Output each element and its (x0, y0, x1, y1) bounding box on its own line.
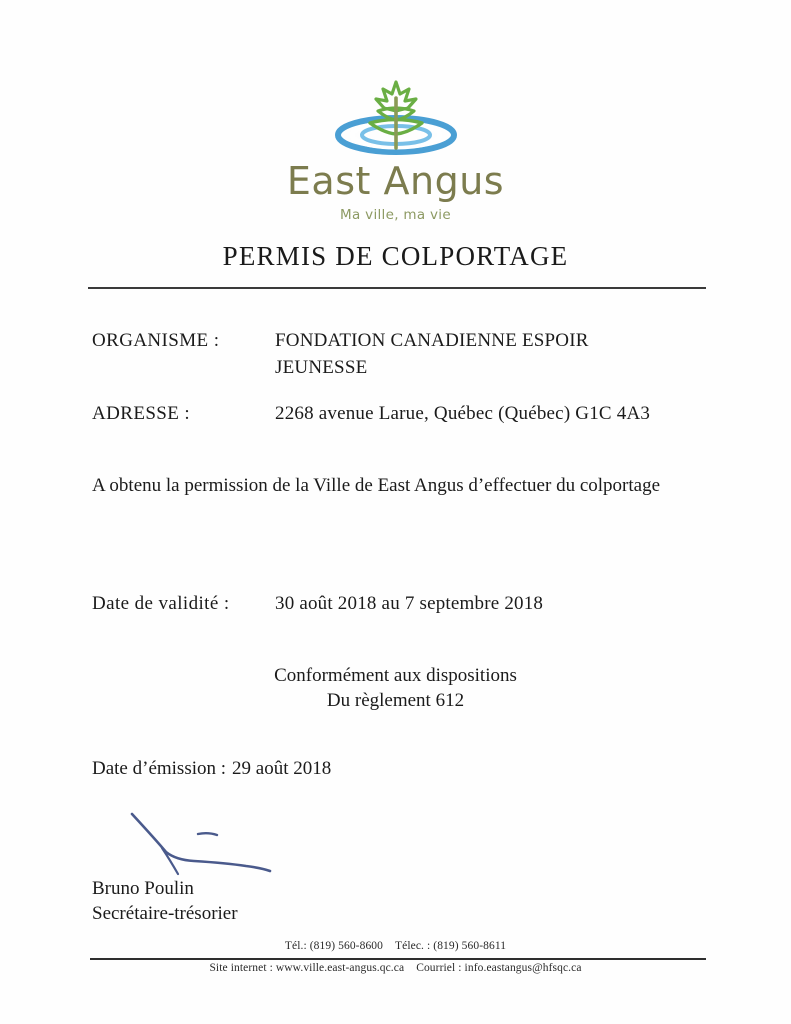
footer-phone: Tél.: (819) 560-8600 (284, 940, 384, 952)
footer-contact-line (0, 940, 791, 952)
validity-value: 30 août 2018 au 7 septembre 2018 (275, 593, 544, 614)
organisme-value-line2: JEUNESSE (275, 357, 368, 378)
handwritten-signature-icon (118, 808, 298, 880)
organisme-label: ORGANISME : (92, 330, 220, 351)
signer-role: Secrétaire-trésorier (92, 903, 238, 924)
municipality-logo (0, 78, 791, 223)
regulation-line2: Du règlement 612 (326, 690, 465, 711)
field-row-adresse (92, 400, 712, 427)
adresse-value: 2268 avenue Larue, Québec (Québec) G1C 4A3 (275, 403, 651, 424)
issue-date-label: Date d’émission : (92, 758, 227, 779)
field-row-validity (92, 590, 712, 617)
page-title: PERMIS DE COLPORTAGE (222, 241, 569, 271)
field-row-issue-date (92, 755, 331, 782)
permission-paragraph: A obtenu la permission de la Ville de East Angus d’effectuer du colportage (92, 475, 661, 496)
footer-email: Courriel : info.eastangus@hfsqc.ca (416, 962, 582, 974)
field-row-organisme (92, 327, 712, 381)
organisme-value-line1: FONDATION CANADIENNE ESPOIR (275, 330, 589, 351)
signer-name: Bruno Poulin (92, 878, 194, 899)
signer-block (92, 876, 238, 926)
title-divider (88, 287, 706, 289)
adresse-label: ADRESSE : (92, 403, 191, 424)
regulation-block (0, 663, 791, 713)
footer-website: Site internet : www.ville.east-angus.qc.ca (209, 962, 405, 974)
issue-date-value: 29 août 2018 (232, 758, 332, 779)
footer-web-line (0, 962, 791, 974)
footer-fax: Télec. : (819) 560-8611 (395, 940, 507, 952)
validity-label: Date de validité : (92, 593, 230, 614)
footer-divider (90, 958, 706, 960)
logo-wordmark: East Angus (286, 159, 505, 203)
tree-water-ripple-logo-icon (326, 78, 466, 160)
logo-tagline: Ma ville, ma vie (340, 206, 451, 223)
regulation-line1: Conformément aux dispositions (274, 665, 517, 686)
organisme-value (275, 327, 589, 381)
signature-area (118, 808, 298, 880)
